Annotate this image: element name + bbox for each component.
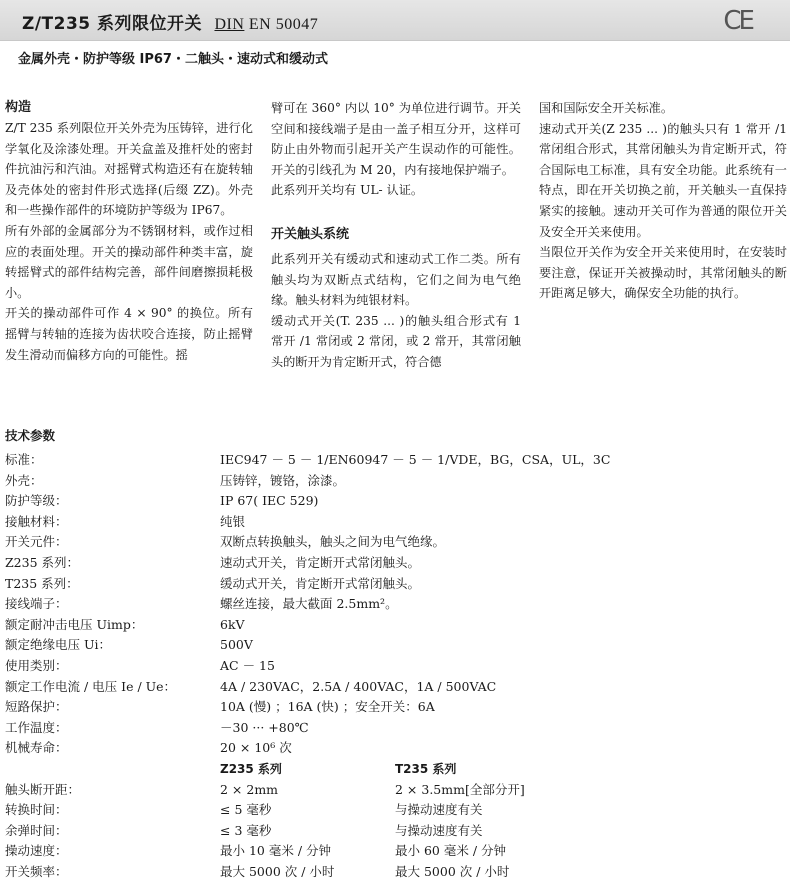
z235-value: 最大 5000 次 / 小时 xyxy=(220,863,335,879)
spec-value: IP 67( IEC 529) xyxy=(220,493,319,509)
paragraph: 国和国际安全开关标准。 xyxy=(539,101,674,115)
spec-row xyxy=(5,553,785,574)
paragraph: 所有外部的金属部分为不锈钢材料，或作过相应的表面处理。开关的操动部件种类丰富，旋转摇臂式的部件结构完善，部件间磨擦损耗极小。 xyxy=(5,223,253,300)
spec-key: 开关频率： xyxy=(5,863,68,879)
spec-key: 外壳： xyxy=(5,472,43,488)
paragraph: 缓动式开关(T. 235 ... )的触头组合形式有 1 常开 /1 常闭或 2 常闭，或 2 常开，其常闭触头的断开为肯定断开式，符合德 xyxy=(271,313,521,369)
tech-specs xyxy=(5,426,785,882)
spec-value: IEC947 － 5 － 1/EN60947 － 5 － 1/VDE，BG，CSA，UL，3C xyxy=(220,452,611,467)
z235-value: 最小 10 毫米 / 分钟 xyxy=(220,843,332,859)
spec-row xyxy=(5,574,785,595)
paragraph: 此系列开关均有 UL- 认证。 xyxy=(271,183,424,198)
spec-row xyxy=(5,677,785,698)
spec-row xyxy=(5,862,785,883)
spec-key: 接触材料： xyxy=(5,513,68,529)
spec-value: －30 ··· +80℃ xyxy=(220,719,309,735)
spec-row xyxy=(5,512,785,533)
spec-key: 操动速度： xyxy=(5,843,68,859)
spec-value: 缓动式开关，肯定断开式常闭触头。 xyxy=(220,575,421,591)
spec-row xyxy=(5,635,785,656)
z235-value: ≤ 5 毫秒 xyxy=(220,802,272,818)
column-construction xyxy=(5,98,253,365)
spec-key: 转换时间： xyxy=(5,802,68,818)
spec-key: 工作温度： xyxy=(5,719,68,735)
spec-value: 6kV xyxy=(220,616,245,632)
spec-row xyxy=(5,594,785,615)
specs-title: 技术参数 xyxy=(5,428,56,443)
title-text: Z/T235 系列限位开关 xyxy=(22,14,203,34)
spec-row xyxy=(5,532,785,553)
spec-row xyxy=(5,450,785,471)
spec-row xyxy=(5,841,785,862)
z235-value: ≤ 3 毫秒 xyxy=(220,822,272,838)
spec-row xyxy=(5,697,785,718)
spec-row xyxy=(5,800,785,821)
heading-construction: 构造 xyxy=(5,100,32,115)
spec-value: 速动式开关，肯定断开式常闭触头。 xyxy=(220,554,421,570)
t235-value: 与操动速度有关 xyxy=(395,802,483,818)
spec-row xyxy=(5,780,785,801)
series-header-row xyxy=(5,759,785,780)
t235-value: 最大 5000 次 / 小时 xyxy=(395,863,510,879)
spec-value: 10A (慢) ；16A (快) ；安全开关：6A xyxy=(220,699,435,715)
spec-value: 500V xyxy=(220,637,253,653)
spec-key: 接线端子： xyxy=(5,596,68,612)
paragraph: 速动式开关(Z 235 ... )的触头只有 1 常开 /1 常闭组合形式，其常闭触头为肯定断开式，符合国际电工标准，具有安全功能。此系统有一特点，即在开关切换之前，开关触头一直保持紧实的接触。速动开关可作为普通的限位开关及安全开关来使用。 xyxy=(539,121,787,239)
spec-key: Z235 系列： xyxy=(5,554,80,570)
spec-value: 20 × 10⁶ 次 xyxy=(220,740,292,756)
spec-value: 纯银 xyxy=(220,513,246,529)
paragraph: 当限位开关作为安全开关来使用时，在安装时要注意，保证开关被操动时，其常闭触头的断开距离足够大，确保安全功能的执行。 xyxy=(539,245,787,301)
spec-key: 防护等级： xyxy=(5,493,68,509)
spec-key: 机械寿命： xyxy=(5,740,68,756)
t235-value: 2 × 3.5mm[全部分开] xyxy=(395,781,525,797)
spec-row xyxy=(5,471,785,492)
heading-contact-system: 开关触头系统 xyxy=(271,226,350,242)
spec-row xyxy=(5,656,785,677)
spec-key: 额定绝缘电压 Ui： xyxy=(5,637,112,653)
spec-key: 余弹时间： xyxy=(5,822,68,838)
spec-value: AC － 15 xyxy=(220,657,275,673)
paragraph: 此系列开关有缓动式和速动式工作二类。所有触头均为双断点式结构，它们之间为电气绝缘。触头材料为纯银材料。 xyxy=(271,251,521,308)
spec-value: 双断点转换触头，触头之间为电气绝缘。 xyxy=(220,534,446,550)
spec-key: 触头断开距： xyxy=(5,781,81,797)
spec-value: 螺丝连接，最大截面 2.5mm²。 xyxy=(220,596,398,612)
ce-mark-icon: CE xyxy=(723,6,752,36)
spec-row xyxy=(5,821,785,842)
en-standard: EN 50047 xyxy=(248,16,319,33)
din-label: DIN xyxy=(214,16,245,33)
spec-value: 4A / 230VAC，2.5A / 400VAC，1A / 500VAC xyxy=(220,678,497,694)
subtitle: 金属外壳・防护等级 IP67・二触头・速动式和缓动式 xyxy=(18,52,328,67)
spec-row xyxy=(5,491,785,512)
spec-row xyxy=(5,738,785,759)
spec-key: 使用类别： xyxy=(5,657,68,673)
paragraph: 开关的操动部件可作 4 × 90° 的换位。所有摇臂与转轴的连接为齿状咬合连接，防止摇臂发生滑动而偏移方向的可能性。摇 xyxy=(5,306,253,362)
spec-key: T235 系列： xyxy=(5,575,79,591)
spec-key: 额定耐冲击电压 Uimp： xyxy=(5,616,144,632)
page-title xyxy=(22,9,318,34)
spec-key: 标准： xyxy=(5,452,43,467)
z235-header: Z235 系列 xyxy=(220,761,282,776)
t235-header: T235 系列 xyxy=(395,761,457,776)
paragraph: Z/T 235 系列限位开关外壳为压铸锌，进行化学氧化及涂漆处理。开关盒盖及推杆处的密封件抗油污和汽油。对摇臂式构造还有在旋转轴及壳体处的密封件形式选择(后缀 ZZ)。外壳和一些操作部件的环境防护等级为 IP67。 xyxy=(5,121,253,218)
paragraph: 臂可在 360° 内以 10° 为单位进行调节。开关空间和接线端子是由一盖子相互分开，这样可防止由外物而引起开关产生误动作的可能性。开关的引线孔为 M 20，内有接地保护端子。 xyxy=(271,101,521,177)
t235-value: 与操动速度有关 xyxy=(395,822,483,838)
spec-key: 开关元件： xyxy=(5,534,68,550)
spec-row xyxy=(5,615,785,636)
column-safety xyxy=(539,98,787,304)
spec-row xyxy=(5,718,785,739)
spec-key: 短路保护： xyxy=(5,699,68,715)
t235-value: 最小 60 毫米 / 分钟 xyxy=(395,843,507,859)
spec-key: 额定工作电流 / 电压 Ie / Ue： xyxy=(5,678,177,694)
column-contacts xyxy=(271,98,521,373)
z235-value: 2 × 2mm xyxy=(220,781,279,797)
spec-value: 压铸锌，镀铬，涂漆。 xyxy=(220,472,346,488)
